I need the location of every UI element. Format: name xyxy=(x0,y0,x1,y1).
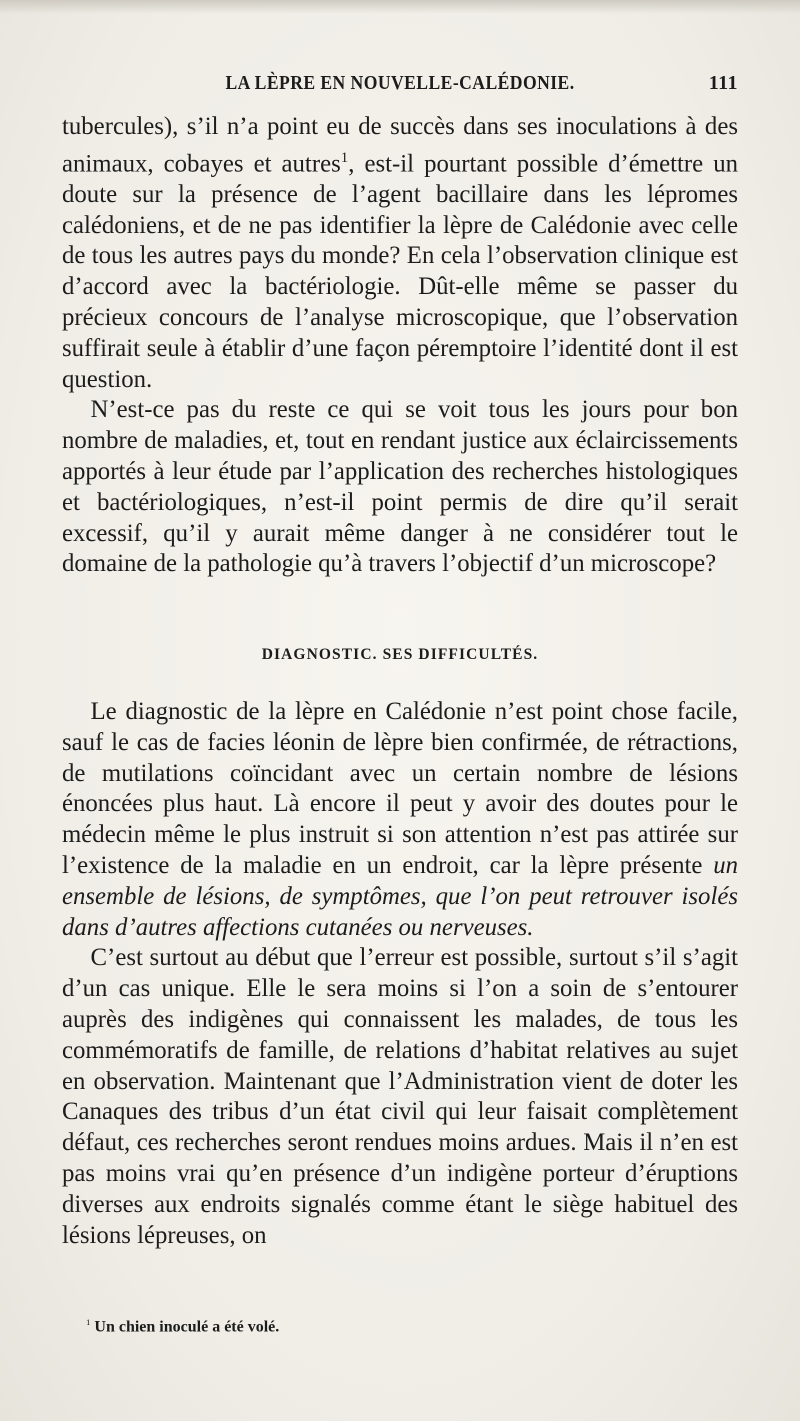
footnote-reference: 1 xyxy=(340,149,349,166)
paragraph xyxy=(62,697,738,943)
body-text-upper xyxy=(62,112,738,580)
page-top-shadow xyxy=(0,0,800,14)
paragraph-text: Le diagnostic de la lèpre en Calédonie n’est point chose facile, sauf le cas de facies léonin de lèpre bien confirmée, de rétractions, de mutilations coïncidant avec un certain nombre de lésions énoncées plus haut. Là encore il peut y avoir des doutes pour le médecin même le plus instruit si son attention n’est pas attirée sur l’existence de la maladie en un endroit, car la lèpre présente xyxy=(62,698,738,879)
body-text-lower xyxy=(62,697,738,1251)
paragraph-text: , est-il pourtant possible d’émettre un doute sur la présence de l’agent bacillaire dans les lépromes calédoniens, et de ne pas identifier la lèpre de Calédonie avec celle de tous les autres pays du monde? En cela l’observation clinique est d’accord avec la bactériologie. Dût-elle même se passer du précieux concours de l’analyse microscopique, que l’observation suffirait seule à établir d’une façon péremptoire l’identité dont il est question. xyxy=(62,150,738,393)
section-heading: DIAGNOSTIC. SES DIFFICULTÉS. xyxy=(261,646,539,663)
running-title: LA LÈPRE EN NOUVELLE-CALÉDONIE. xyxy=(225,72,575,94)
running-header xyxy=(62,72,738,102)
footnote-text: Un chien inoculé a été volé. xyxy=(94,1318,280,1336)
paragraph: C’est surtout au début que l’erreur est possible, surtout s’il s’agit d’un cas unique. Elle le sera moins si l’on a soin de s’entourer auprès des indigènes qui connaissent les malades, de tous les commémoratifs de famille, de relations d’habitat relatives au sujet en observation. Maintenant que l’Administration vient de doter les Canaques des tribus d’un état civil qui leur faisait complètement défaut, ces recherches seront rendues moins ardues. Mais il n’en est pas moins vrai qu’en présence d’un indigène porteur d’éruptions diverses aux endroits signalés comme étant le siège habituel des lésions lépreuses, on xyxy=(62,944,738,1249)
paragraph: N’est-ce pas du reste ce qui se voit tous les jours pour bon nombre de maladies, et, tout en rendant justice aux éclaircissements apportés à leur étude par l’application des recherches histologiques et bactériologiques, n’est-il point permis de dire qu’il serait excessif, qu’il y aurait même danger à ne considérer tout le domaine de la pathologie qu’à travers l’objectif d’un microscope? xyxy=(62,396,738,578)
footnote xyxy=(86,1317,279,1336)
paragraph-continuation xyxy=(62,112,738,395)
page-number: 111 xyxy=(708,72,738,94)
paragraph-text: tubercules), s’il n’a point eu de succès dans ses inoculations à des animaux, cobayes et autres xyxy=(62,113,738,178)
italic-passage: un ensemble de lésions, de symptômes, que l’on peut retrouver isolés dans d’autres affections cutanées ou nerveuses. xyxy=(62,851,738,941)
footnote-marker: 1 xyxy=(86,1317,91,1327)
